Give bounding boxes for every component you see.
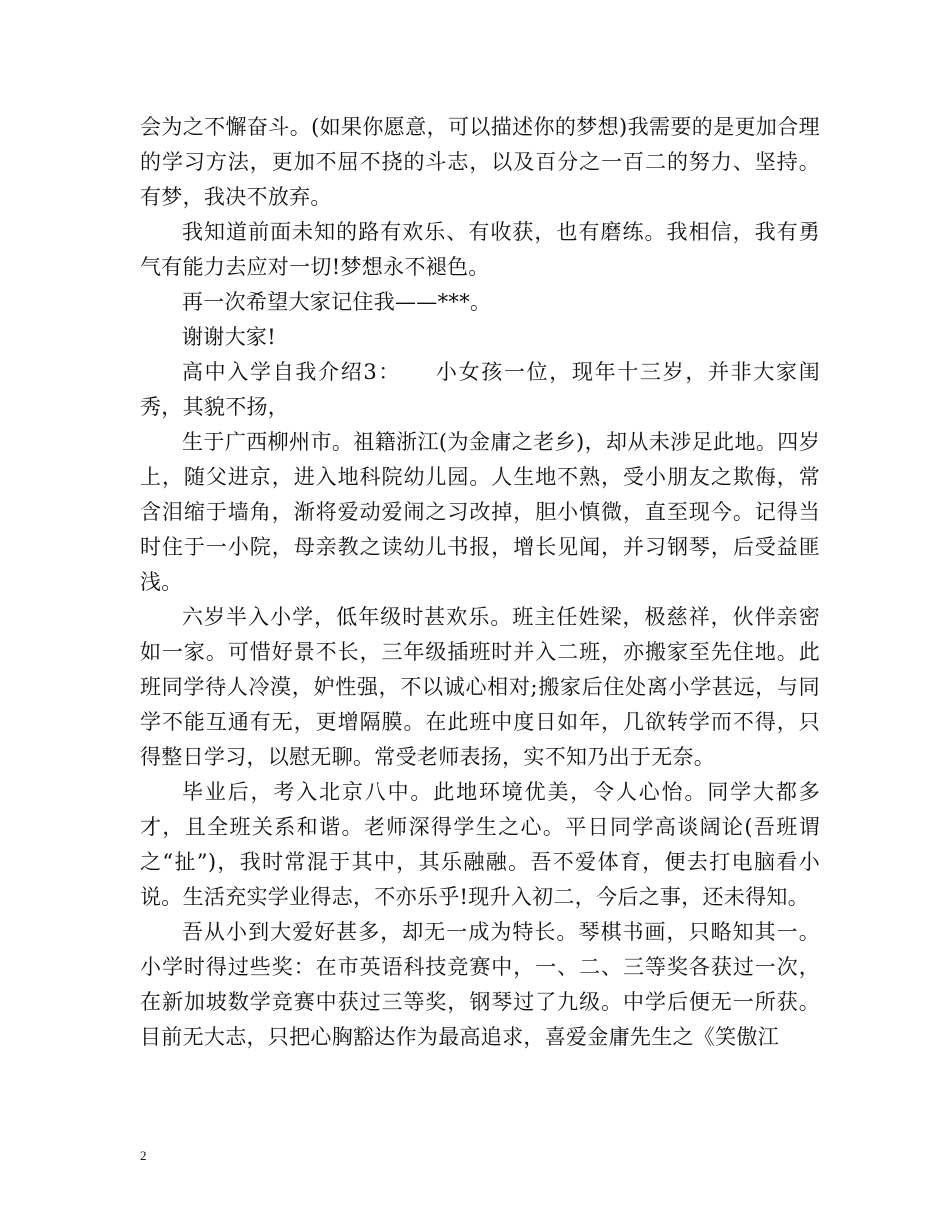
page-number: 2 bbox=[140, 1148, 147, 1163]
paragraph-9: 吾从小到大爱好甚多，却无一成为特长。琴棋书画，只略知其一。小学时得过些奖：在市英语科技竞赛中，一、二、三等奖各获过一次，在新加坡数学竞赛中获过三等奖，钢琴过了九级。中学后便无一所获。目前无大志，只把心胸豁达作为最高追求，喜爱金庸先生之《笑傲江 bbox=[140, 920, 820, 1049]
paragraph-8: 毕业后，考入北京八中。此地环境优美，令人心怡。同学大都多才，且全班关系和谐。老师深得学生之心。平日同学高谈阔论(吾班谓之“扯”)，我时常混于其中，其乐融融。吾不爱体育，便去打电脑看小说。生活充实学业得志，不亦乐乎!现升入初二，今后之事，还未得知。 bbox=[140, 780, 820, 909]
paragraph-5: 高中入学自我介绍3： 小女孩一位，现年十三岁，并非大家闺秀，其貌不扬， bbox=[140, 360, 820, 419]
paragraph-1: 会为之不懈奋斗。(如果你愿意，可以描述你的梦想)我需要的是更加合理的学习方法，更加不屈不挠的斗志，以及百分之一百二的努力、坚持。有梦，我决不放弃。 bbox=[140, 115, 820, 209]
paragraph-7: 六岁半入小学，低年级时甚欢乐。班主任姓梁，极慈祥，伙伴亲密如一家。可惜好景不长，三年级插班时并入二班，亦搬家至先住地。此班同学待人冷漠，妒性强，不以诚心相对;搬家后住处离小学甚远，与同学不能互通有无，更增隔膜。在此班中度日如年，几欲转学而不得，只得整日学习，以慰无聊。常受老师表扬，实不知乃出于无奈。 bbox=[140, 605, 820, 769]
paragraph-4: 谢谢大家! bbox=[182, 325, 276, 349]
paragraph-2: 我知道前面未知的路有欢乐、有收获，也有磨练。我相信，我有勇气有能力去应对一切!梦想永不褪色。 bbox=[140, 220, 820, 279]
document-body bbox=[140, 110, 820, 1055]
paragraph-6: 生于广西柳州市。祖籍浙江(为金庸之老乡)，却从未涉足此地。四岁上，随父进京，进入地科院幼儿园。人生地不熟，受小朋友之欺侮，常含泪缩于墙角，渐将爱动爱闹之习改掉，胆小慎微，直至现今。记得当时住于一小院，母亲教之读幼儿书报，增长见闻，并习钢琴，后受益匪浅。 bbox=[140, 430, 820, 594]
paragraph-3: 再一次希望大家记住我——***。 bbox=[182, 290, 492, 314]
